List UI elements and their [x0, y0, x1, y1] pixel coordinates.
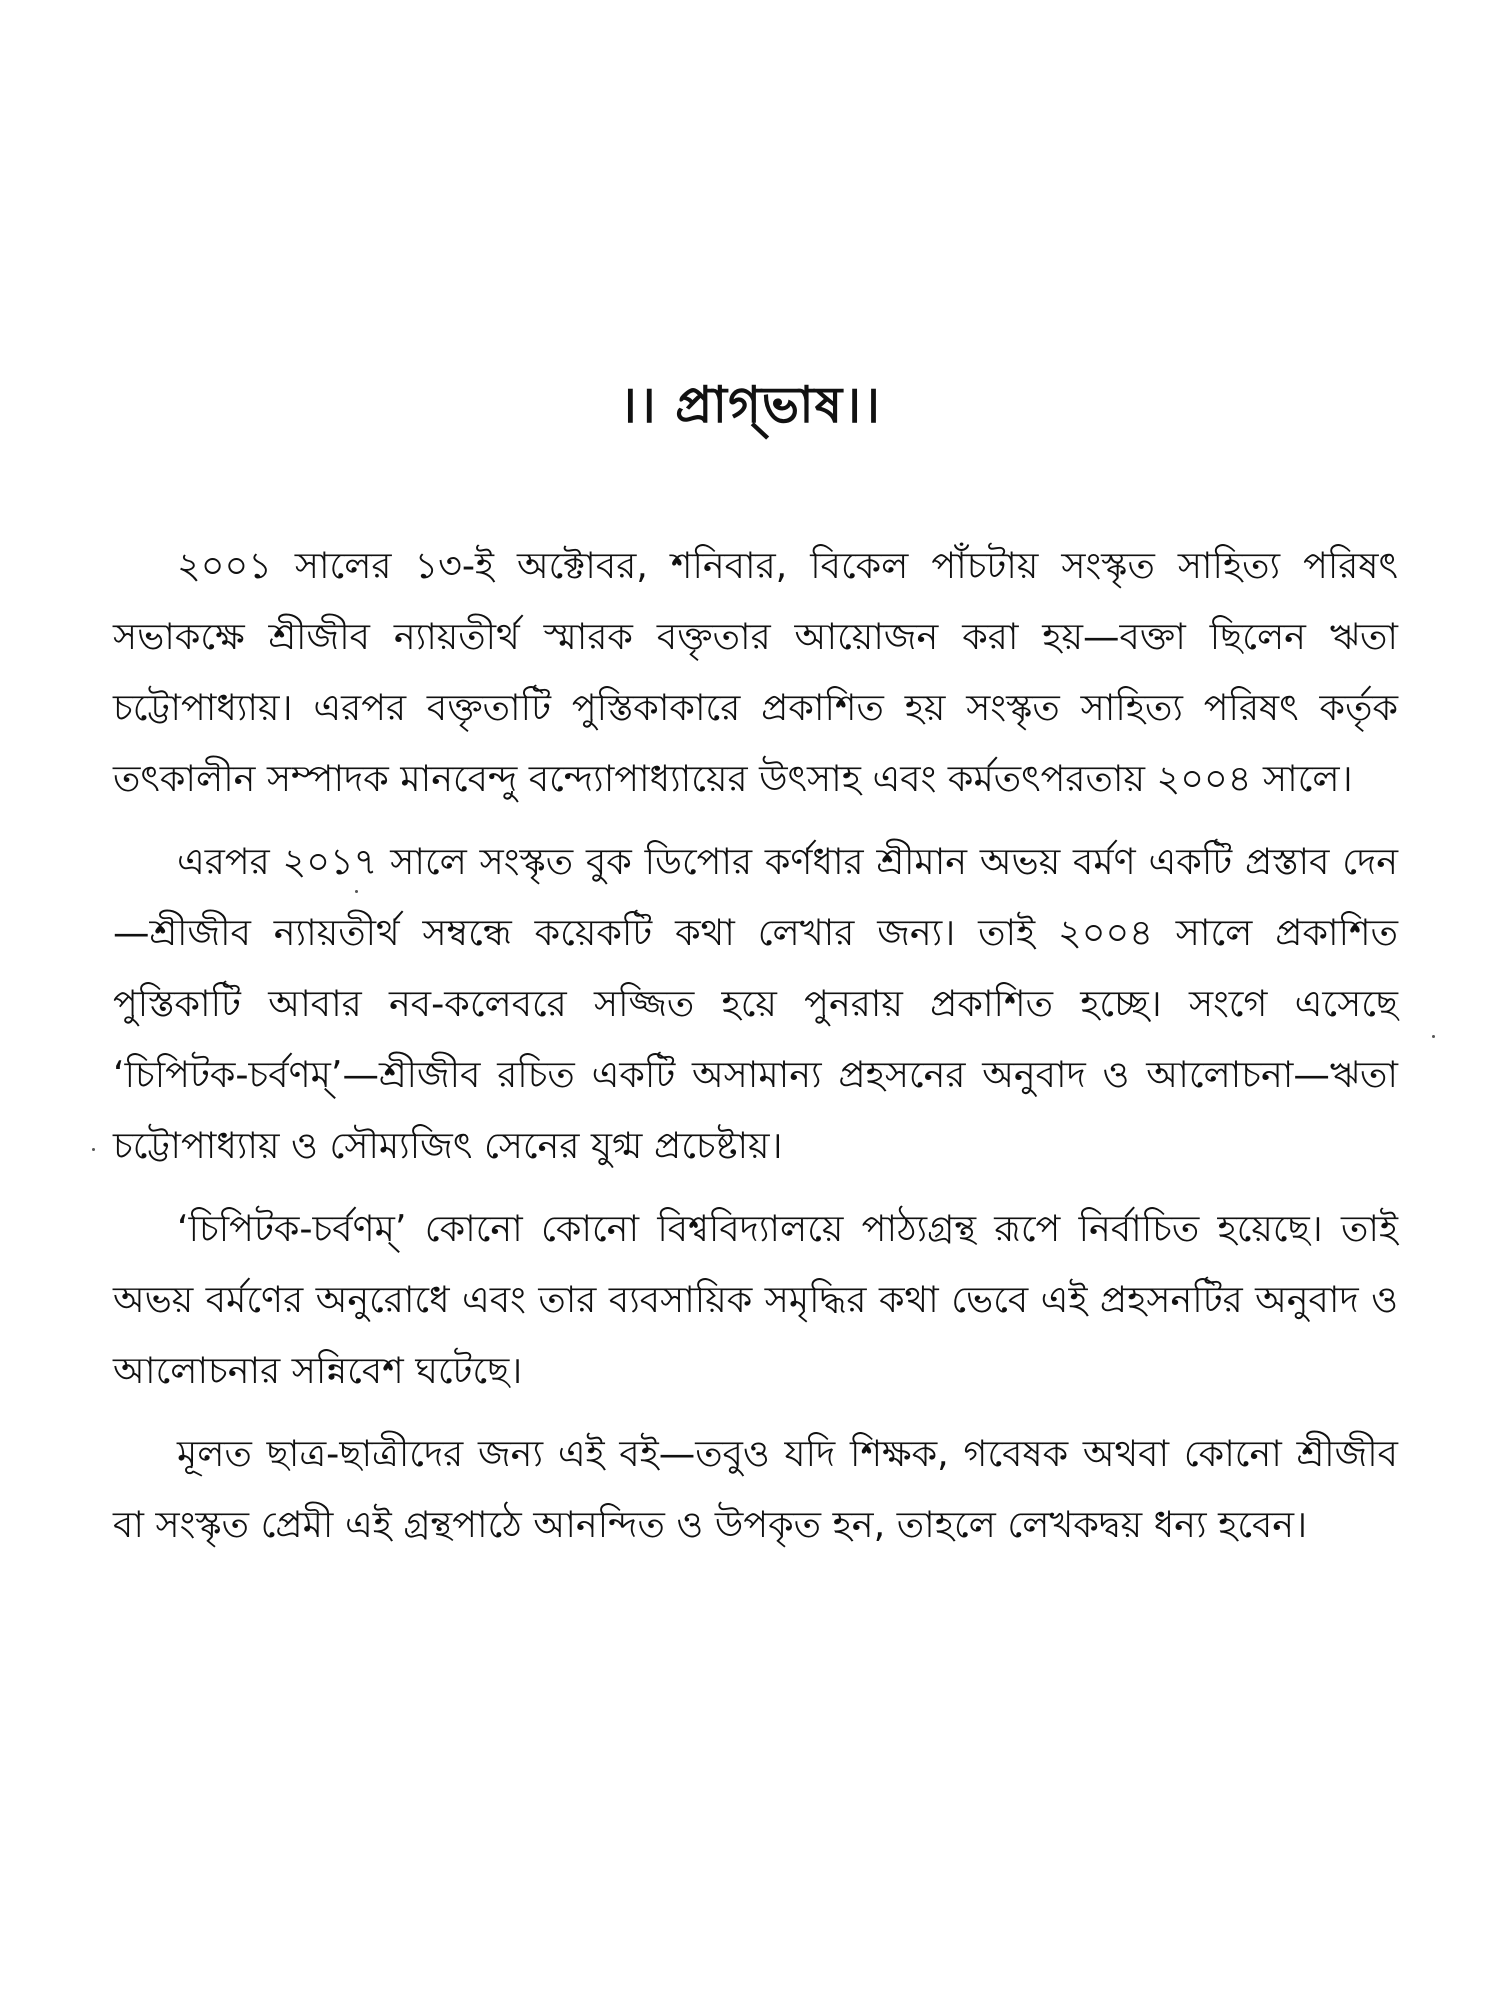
body-text	[113, 530, 1398, 1572]
paragraph-3: ‘চিপিটক-চর্বণম্’ কোনো কোনো বিশ্ববিদ্যালয়ে পাঠ্যগ্রন্থ রূপে নির্বাচিত হয়েছে। তাই অভয় বর্মণের অনুরোধে এবং তার ব্যবসায়িক সমৃদ্ধির কথা ভেবে এই প্রহসনটির অনুবাদ ও আলোচনার সন্নিবেশ ঘটেছে।	[113, 1207, 1398, 1392]
scan-speck	[1432, 1035, 1435, 1038]
page-title: ।। প্রাগ্‌ভাষ।।	[618, 376, 882, 434]
paragraph-1: ২০০১ সালের ১৩-ই অক্টোবর, শনিবার, বিকেল পাঁচটায় সংস্কৃত সাহিত্য পরিষৎ সভাকক্ষে শ্রীজীব ন্যায়তীর্থ স্মারক বক্তৃতার আয়োজন করা হয়—বক্তা ছিলেন ঋতা চট্টোপাধ্যায়। এরপর বক্তৃতাটি পুস্তিকাকারে প্রকাশিত হয় সংস্কৃত সাহিত্য পরিষৎ কর্তৃক তৎকালীন সম্পাদক মানবেন্দু বন্দ্যোপাধ্যায়ের উৎসাহ এবং কর্মতৎপরতায় ২০০৪ সালে।	[113, 544, 1398, 800]
scan-speck	[355, 890, 358, 893]
paragraph-4: মূলত ছাত্র-ছাত্রীদের জন্য এই বই—তবুও যদি শিক্ষক, গবেষক অথবা কোনো শ্রীজীব বা সংস্কৃত প্রেমী এই গ্রন্থপাঠে আনন্দিত ও উপকৃত হন, তাহলে লেখকদ্বয় ধন্য হবেন।	[113, 1432, 1398, 1546]
scan-speck	[92, 1148, 95, 1151]
paragraph-2: এরপর ২০১৭ সালে সংস্কৃত বুক ডিপোর কর্ণধার শ্রীমান অভয় বর্মণ একটি প্রস্তাব দেন—শ্রীজীব ন্যায়তীর্থ সম্বন্ধে কয়েকটি কথা লেখার জন্য। তাই ২০০৪ সালে প্রকাশিত পুস্তিকাটি আবার নব-কলেবরে সজ্জিত হয়ে পুনরায় প্রকাশিত হচ্ছে। সংগে এসেছে ‘চিপিটক-চর্বণম্’—শ্রীজীব রচিত একটি অসামান্য প্রহসনের অনুবাদ ও আলোচনা—ঋতা চট্টোপাধ্যায় ও সৌম্যজিৎ সেনের যুগ্ম প্রচেষ্টায়।	[113, 840, 1398, 1167]
